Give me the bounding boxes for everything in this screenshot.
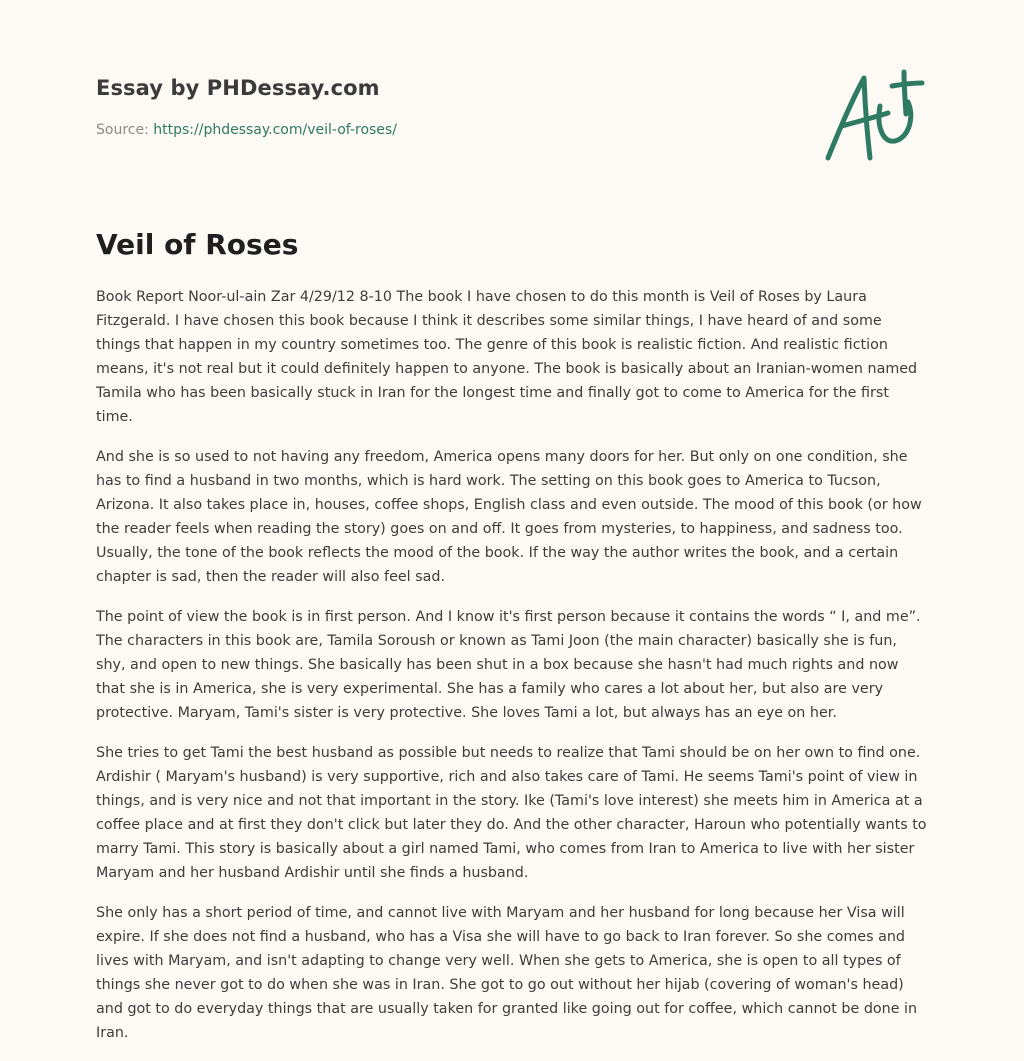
- essay-paragraph: She tries to get Tami the best husband as possible but needs to realize that Tami should be on her own to find one. Ardishir ( Maryam's husband) is very supportive, rich and also takes care of Tami. He seems Tami's point of view in things, and is very nice and not that important in the story. Ike (Tami's love interest) she meets him in America at a coffee place and at first they don't click but later they do. And the other character, Haroun who potentially wants to marry Tami. This story is basically about a girl named Tami, who comes from Iran to America to live with her sister Maryam and her husband Ardishir until she finds a husband.: [96, 745, 927, 881]
- essay-paragraph: And she is so used to not having any freedom, America opens many doors for her. But only on one condition, she has to find a husband in two months, which is hard work. The setting on this book goes to America to Tucson, Arizona. It also takes place in, houses, coffee shops, English class and even outside. The mood of this book (or how the reader feels when reading the story) goes on and off. It goes from mysteries, to happiness, and sadness too. Usually, the tone of the book reflects the mood of the book. If the way the author writes the book, and a certain chapter is sad, then the reader will also feel sad.: [96, 449, 922, 585]
- essay-paragraph: She only has a short period of time, and cannot live with Maryam and her husband for long because her Visa will expire. If she does not find a husband, who has a Visa she will have to go back to Iran forever. So she comes and lives with Maryam, and isn't adapting to change very well. When she gets to America, she is open to all types of things she never got to do when she was in Iran. She got to go out without her hijab (covering of woman's head) and got to do everyday things that are usually taken for granted like going out for coffee, which cannot be done in Iran.: [96, 905, 918, 1041]
- source-line: [96, 122, 796, 138]
- source-link[interactable]: https://phdessay.com/veil-of-roses/: [153, 122, 397, 138]
- essay-title: Veil of Roses: [96, 228, 299, 261]
- essay-body: [96, 285, 928, 1061]
- source-label: Source:: [96, 122, 154, 138]
- essay-paragraph: The point of view the book is in first person. And I know it's first person because it contains the words “ I, and me”. The characters in this book are, Tamila Soroush or known as Tami Joon (the main character) basically she is fun, shy, and open to new things. She basically has been shut in a box because she hasn't had much rights and now that she is in America, she is very experimental. She has a family who cares a lot about her, but also are very protective. Maryam, Tami's sister is very protective. She loves Tami a lot, but always has an eye on her.: [96, 609, 921, 721]
- essay-paragraph: Book Report Noor-ul-ain Zar 4/29/12 8-10 The book I have chosen to do this month is Veil of Roses by Laura Fitzgerald. I have chosen this book because I think it describes some similar things, I have heard of and some things that happen in my country sometimes too. The genre of this book is realistic fiction. And realistic fiction means, it's not real but it could definitely happen to anyone. The book is basically about an Iranian-women named Tamila who has been basically stuck in Iran for the longest time and finally got to come to America for the first time.: [96, 289, 918, 425]
- site-brand: Essay by PHDessay.com: [96, 76, 380, 100]
- page-header: [96, 76, 796, 138]
- a-plus-grade-icon: [818, 66, 930, 166]
